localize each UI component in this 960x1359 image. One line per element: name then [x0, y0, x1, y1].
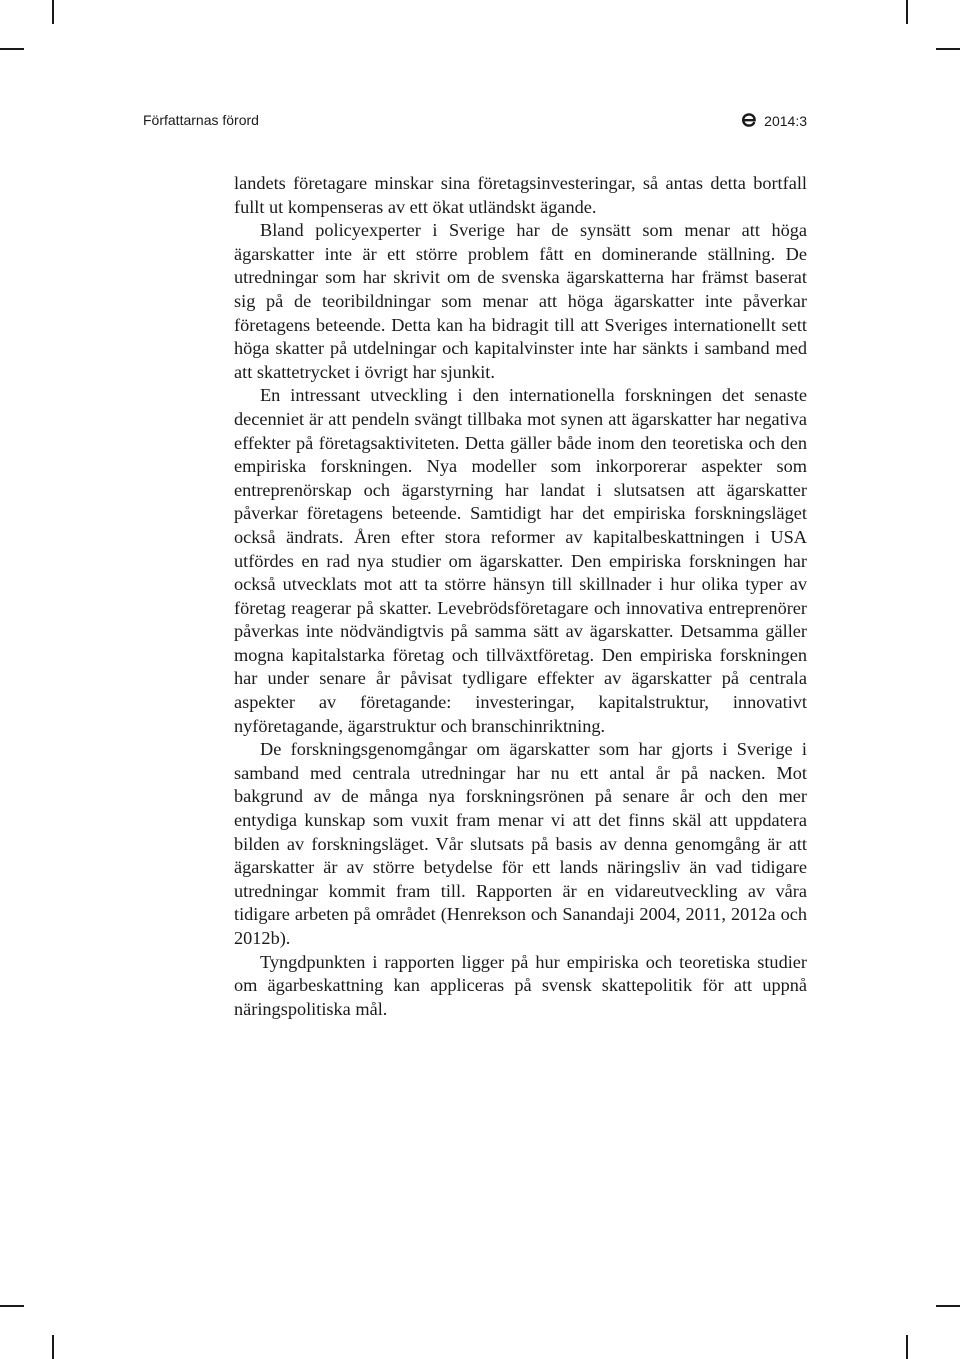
crop-mark-top-right-horizontal	[936, 48, 960, 50]
issue-label	[740, 112, 807, 130]
crop-mark-bottom-right-vertical	[906, 1335, 908, 1359]
crop-mark-bottom-right-horizontal	[936, 1305, 960, 1307]
paragraph-3: En intressant utveckling i den internationella forskningen det senaste decenniet är att pendeln svängt tillbaka mot synen att ägarskatter har negativa effekter på företagsaktiviteten. Detta gäller både inom den teoretiska och den empiriska forskningen. Nya modeller som inkorporerar aspekter som entreprenörskap och ägarstyrning har landat i slutsatsen att ägarskatter påverkar företagens beteende. Samtidigt har det empiriska forskningsläget också ändrats. Åren efter stora reformer av kapitalbeskattningen i USA utfördes en rad nya studier om ägarskatter. Den empiriska forskningen har också utvecklats mot att ta större hänsyn till skillnader i hur olika typer av företag reagerar på skatter. Levebrödsföretagare och innovativa entreprenörer påverkas inte nödvändigtvis på samma sätt av ägarskatter. Detsamma gäller mogna kapitalstarka företag och tillväxtföretag. Den empiriska forskningen har under senare år påvisat tydligare effekter av ägarskatter på centrala aspekter av företagande: investeringar, kapitalstruktur, innovativt nyföretagande, ägarstruktur och branschinriktning.	[234, 385, 807, 736]
crop-mark-bottom-left-horizontal	[0, 1305, 24, 1307]
paragraph-4: De forskningsgenomgångar om ägarskatter som har gjorts i Sverige i samband med centrala utredningar har nu ett antal år på nacken. Mot bakgrund av de många nya forskningsrönen på senare år och den mer entydiga kunskap som vuxit fram menar vi att det finns skäl att uppdatera bilden av forskningsläget. Vår slutsats på basis av denna genomgång är att ägarskatter är av större betydelse för ett lands näringsliv än vad tidigare utredningar kommit fram till. Rapporten är en vidareutveckling av våra tidigare arbeten på området (Henrekson och Sanandaji 2004, 2011, 2012a och 2012b).	[234, 739, 807, 948]
paragraph-2: Bland policyexperter i Sverige har de synsätt som menar att höga ägarskatter inte är ett större problem fått en dominerande ställning. De utredningar som har skrivit om de svenska ägarskatterna har främst baserat sig på de teoribildningar som menar att höga ägarskatter inte påverkar företagens beteende. Detta kan ha bidragit till att Sveriges internationellt sett höga skatter på utdelningar och kapitalvinster inte har sänkts i samband med att skattetrycket i övrigt har sjunkit.	[234, 220, 807, 382]
crop-mark-top-right-vertical	[906, 0, 908, 24]
section-title: Författarnas förord	[143, 112, 259, 128]
paragraph-5: Tyngdpunkten i rapporten ligger på hur empiriska och teoretiska studier om ägarbeskattning kan appliceras på svensk skattepolitik för att uppnå näringspolitiska mål.	[234, 951, 807, 1019]
crop-mark-top-left-vertical	[52, 0, 54, 24]
crop-mark-top-left-horizontal	[0, 48, 24, 50]
publisher-e-icon	[740, 111, 758, 129]
paragraph-1: landets företagare minskar sina företagsinvesteringar, så antas detta bortfall fullt ut kompenseras av ett ökat utländskt ägande.	[234, 173, 807, 217]
crop-mark-bottom-left-vertical	[52, 1335, 54, 1359]
issue-number: 2014:3	[764, 113, 807, 129]
body-text	[234, 172, 807, 1021]
running-header	[143, 112, 807, 132]
